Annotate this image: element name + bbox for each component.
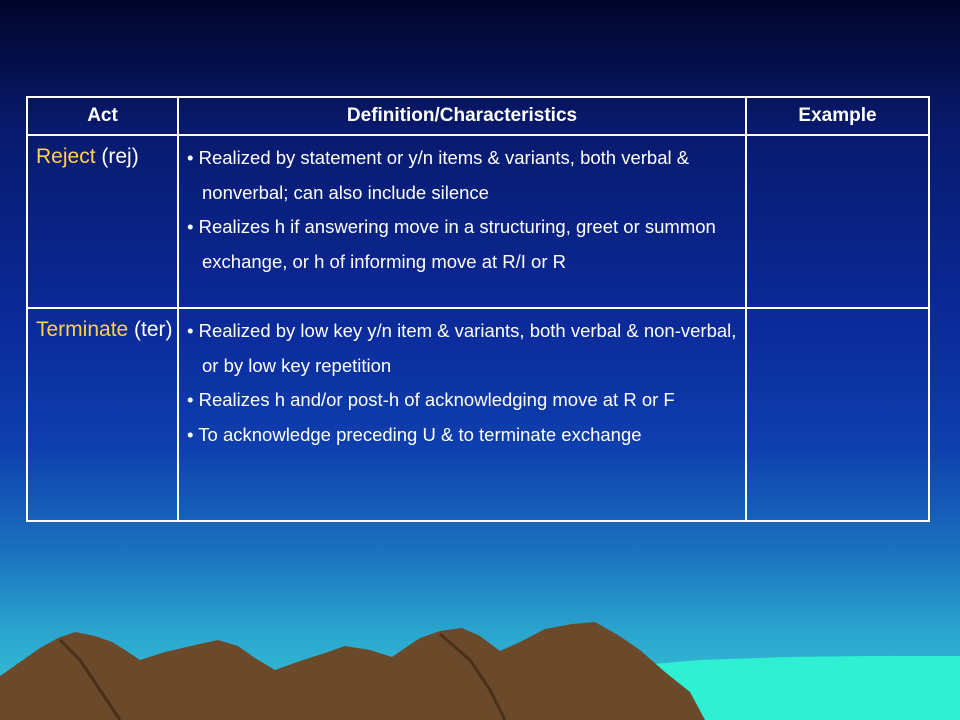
mountain-range-shape <box>0 622 705 720</box>
header-definition: Definition/Characteristics <box>178 97 746 135</box>
act-name: Terminate <box>36 318 129 341</box>
definition-bullet: • Realizes h and/or post-h of acknowledging move at R or F <box>187 389 675 410</box>
definition-cell <box>178 135 746 308</box>
definition-bullet: • Realized by statement or y/n items & variants, both verbal & nonverbal; can also include silence <box>187 147 690 203</box>
example-cell <box>746 308 929 521</box>
definition-bullet: • To acknowledge preceding U & to terminate exchange <box>187 423 642 445</box>
act-cell <box>27 135 178 308</box>
header-example: Example <box>746 97 929 135</box>
definition-table <box>26 96 930 522</box>
definition-bullet: • Realizes h if answering move in a structuring, greet or summon exchange, or h of informing move at R/I or R <box>187 216 716 272</box>
table-row-terminate <box>27 308 929 521</box>
header-act: Act <box>27 97 178 135</box>
definition-cell <box>178 308 746 521</box>
act-code: (ter) <box>134 318 173 341</box>
act-code: (rej) <box>101 145 139 168</box>
example-cell <box>746 135 929 308</box>
act-cell <box>27 308 178 521</box>
table-header-row <box>27 97 929 135</box>
table-row-reject <box>27 135 929 308</box>
act-name: Reject <box>36 145 96 168</box>
definition-bullet: • Realized by low key y/n item & variants, both verbal & non-verbal, or by low key repetition <box>187 320 737 376</box>
